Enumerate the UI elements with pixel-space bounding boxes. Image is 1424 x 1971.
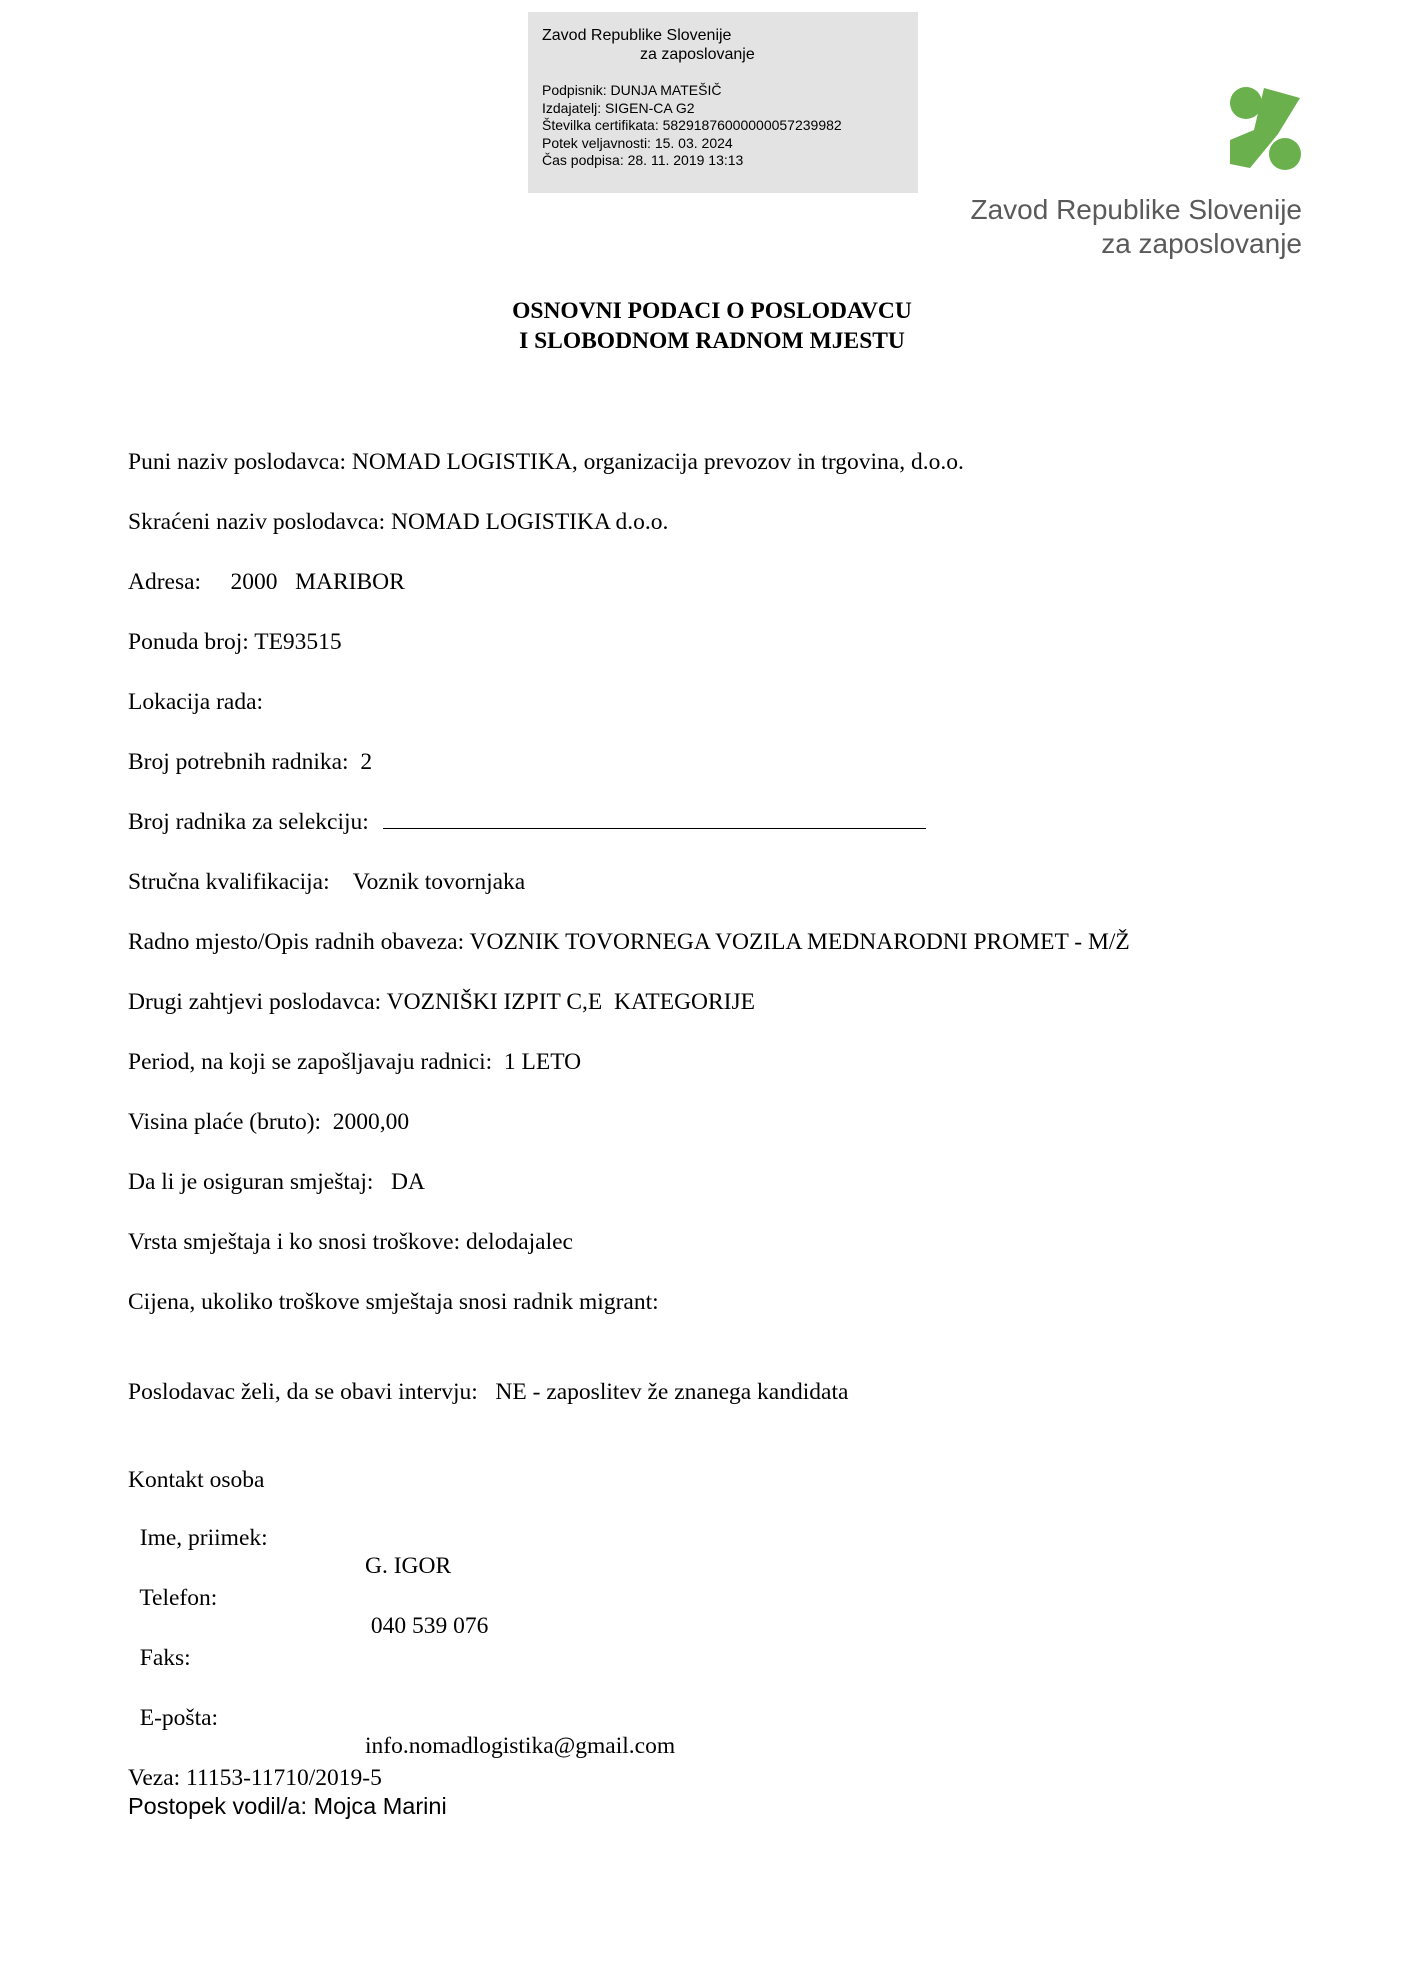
organization-name: [970, 193, 1302, 261]
signature-signer: Podpisnik: DUNJA MATEŠIČ: [542, 82, 722, 98]
document-title: [0, 296, 1424, 356]
signature-issuer: Izdajatelj: SIGEN-CA G2: [542, 99, 695, 116]
field-job-description: Radno mjesto/Opis radnih obaveza: VOZNIK TOVORNEGA VOZILA MEDNARODNI PROMET - M/Ž: [128, 929, 1130, 955]
signature-org-line2: za zaposlovanje: [640, 46, 755, 63]
organization-name-line1: Zavod Republike Slovenije: [970, 194, 1302, 225]
field-accommodation-cost: Cijena, ukoliko troškove smještaja snosi radnik migrant:: [128, 1289, 659, 1315]
signature-details: [542, 82, 904, 170]
blank-line: [383, 808, 926, 829]
signature-org-line1: Zavod Republike Slovenije: [542, 27, 732, 44]
contact-heading: Kontakt osoba: [128, 1467, 265, 1493]
contact-fax-label: Faks:: [139, 1645, 191, 1671]
field-accommodation: Da li je osiguran smještaj: DA: [128, 1169, 425, 1195]
contact-email-row: [128, 1676, 828, 1760]
field-workers-selection: [128, 808, 926, 836]
signature-expiry: Potek veljavnosti: 15. 03. 2024: [542, 134, 733, 151]
field-workers-needed: Broj potrebnih radnika: 2: [128, 749, 373, 775]
reference-number: Veza: 11153-11710/2019-5: [128, 1765, 382, 1791]
field-workers-selection-label: Broj radnika za selekciju:: [128, 809, 369, 835]
contact-email-value: info.nomadlogistika@gmail.com: [365, 1733, 676, 1759]
field-other-requirements: Drugi zahtjevi poslodavca: VOZNIŠKI IZPIT C,E KATEGORIJE: [128, 989, 756, 1015]
signature-time: Čas podpisa: 28. 11. 2019 13:13: [542, 152, 744, 169]
field-salary: Visina plaće (bruto): 2000,00: [128, 1109, 410, 1135]
field-short-name: Skraćeni naziv poslodavca: NOMAD LOGISTIKA d.o.o.: [128, 509, 669, 535]
contact-name-label: Ime, priimek:: [139, 1525, 268, 1551]
field-offer-number: Ponuda broj: TE93515: [128, 629, 342, 655]
contact-phone-label: Telefon:: [139, 1585, 218, 1611]
digital-signature-box: [528, 12, 918, 193]
field-interview: Poslodavac želi, da se obavi intervju: NE - zaposlitev že znanega kandidata: [128, 1379, 849, 1405]
contact-email-label: E-pošta:: [139, 1705, 219, 1731]
organization-name-line2: za zaposlovanje: [1101, 228, 1302, 259]
field-employment-period: Period, na koji se zapošljavaju radnici: 1 LETO: [128, 1049, 582, 1075]
document-title-line1: OSNOVNI PODACI O POSLODAVCU: [512, 298, 912, 324]
zrss-logo-icon: [1228, 86, 1302, 172]
field-work-location: Lokacija rada:: [128, 689, 264, 715]
field-address: Adresa: 2000 MARIBOR: [128, 569, 405, 595]
field-accommodation-type: Vrsta smještaja i ko snosi troškove: delodajalec: [128, 1229, 573, 1255]
handled-by: Postopek vodil/a: Mojca Marini: [128, 1793, 447, 1819]
field-qualification: Stručna kvalifikacija: Voznik tovornjaka: [128, 869, 526, 895]
field-full-name: Puni naziv poslodavca: NOMAD LOGISTIKA, organizacija prevozov in trgovina, d.o.o.: [128, 449, 964, 475]
contact-phone-value: 040 539 076: [365, 1613, 489, 1639]
document-title-line2: I SLOBODNOM RADNOM MJESTU: [519, 328, 905, 354]
signature-cert-number: Številka certifikata: 58291876000000057239982: [542, 117, 842, 134]
contact-name-value: G. IGOR: [365, 1553, 452, 1579]
